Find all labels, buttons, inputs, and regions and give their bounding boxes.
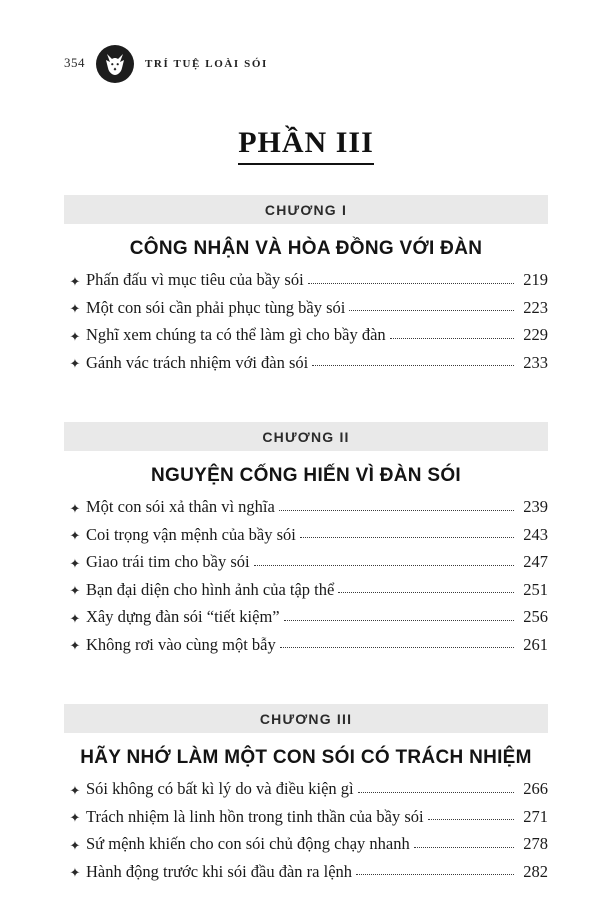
dot-leader (280, 646, 514, 648)
dot-leader (358, 791, 514, 793)
toc-entry[interactable] (64, 576, 548, 604)
toc-entry-title: Giao trái tim cho bầy sói (86, 552, 250, 571)
toc-entry[interactable] (64, 493, 548, 521)
chapter-band-2: CHƯƠNG II (64, 422, 548, 451)
dot-leader (414, 846, 514, 848)
part-title-text: PHẦN III (238, 126, 374, 165)
toc-entry-title: Gánh vác trách nhiệm với đàn sói (86, 352, 309, 372)
part-title (64, 126, 548, 165)
toc-entry-title: Hành động trước khi sói đầu đàn ra lệnh (86, 861, 353, 881)
bullet-icon: ✦ (69, 356, 81, 371)
dot-leader (428, 818, 514, 820)
bullet-icon: ✦ (69, 638, 81, 653)
bullet-icon: ✦ (69, 528, 81, 543)
dot-leader (300, 536, 514, 538)
dot-leader (356, 873, 514, 875)
toc-entry-title: Trách nhiệm là linh hồn trong tinh thần của bầy sói (86, 806, 424, 826)
chapter-heading-2: NGUYỆN CỐNG HIẾN VÌ ĐÀN SÓI (150, 465, 462, 486)
toc-entry-page: 247 (523, 552, 548, 571)
bullet-icon: ✦ (69, 555, 81, 571)
toc-entry-page: 223 (523, 297, 548, 317)
bullet-icon: ✦ (69, 583, 81, 598)
toc-entry-page: 266 (523, 779, 548, 798)
toc-entry-page: 233 (523, 352, 548, 372)
toc-entry-page: 282 (523, 861, 548, 881)
toc-entry-page: 239 (523, 497, 548, 516)
bullet-icon: ✦ (69, 328, 81, 344)
toc-list-2 (64, 493, 548, 658)
chapter-band-1: CHƯƠNG I (64, 195, 548, 224)
toc-entry[interactable] (64, 775, 548, 803)
toc-entry[interactable] (64, 521, 548, 549)
toc-entry-page: 256 (523, 607, 548, 626)
chapter-heading-1: CÔNG NHẬN VÀ HÒA ĐỒNG VỚI ĐÀN (129, 238, 483, 259)
running-header (64, 0, 548, 92)
dot-leader (349, 309, 514, 311)
chapter-block-1 (64, 195, 548, 376)
book-title: TRÍ TUỆ LOÀI SÓI (145, 57, 268, 70)
chapter-heading-3: HÃY NHỚ LÀM MỘT CON SÓI CÓ TRÁCH NHIỆM (80, 747, 532, 768)
toc-entry[interactable] (64, 349, 548, 377)
toc-entry-page: 271 (523, 806, 548, 826)
bullet-icon: ✦ (69, 865, 81, 880)
wolf-head-logo (95, 44, 135, 84)
toc-entry-title: Không rơi vào cùng một bẫy (86, 634, 276, 654)
toc-entry[interactable] (64, 294, 548, 322)
toc-entry-page: 243 (523, 524, 548, 544)
dot-leader (254, 564, 514, 566)
toc-entry[interactable] (64, 631, 548, 659)
chapter-block-2 (64, 422, 548, 658)
toc-list-1 (64, 266, 548, 376)
bullet-icon: ✦ (69, 610, 81, 626)
bullet-icon: ✦ (69, 500, 81, 516)
dot-leader (284, 619, 514, 621)
bullet-icon: ✦ (69, 301, 81, 316)
bullet-icon: ✦ (69, 782, 81, 798)
toc-entry-title: Bạn đại diện cho hình ảnh của tập thể (86, 579, 335, 599)
toc-entry-title: Một con sói cần phải phục tùng bầy sói (86, 297, 346, 317)
toc-entry-title: Coi trọng vận mệnh của bầy sói (86, 524, 296, 544)
toc-entry-title: Một con sói xả thân vì nghĩa (86, 497, 275, 516)
dot-leader (312, 364, 514, 366)
bullet-icon: ✦ (69, 273, 81, 289)
toc-list-3 (64, 775, 548, 885)
chapter-block-3 (64, 704, 548, 885)
bullet-icon: ✦ (69, 837, 81, 853)
dot-leader (390, 337, 514, 339)
dot-leader (279, 509, 514, 511)
toc-entry[interactable] (64, 548, 548, 576)
toc-entry-page: 278 (523, 834, 548, 853)
toc-entry-title: Nghĩ xem chúng ta có thể làm gì cho bầy đàn (86, 325, 386, 344)
toc-entry-page: 229 (523, 325, 548, 344)
bullet-icon: ✦ (69, 810, 81, 825)
toc-entry-title: Sói không có bất kì lý do và điều kiện gì (86, 779, 354, 798)
toc-entry[interactable] (64, 858, 548, 886)
chapter-band-3: CHƯƠNG III (64, 704, 548, 733)
toc-entry[interactable] (64, 830, 548, 858)
toc-entry-title: Phấn đấu vì mục tiêu của bầy sói (86, 270, 304, 289)
dot-leader (308, 282, 514, 284)
toc-entry[interactable] (64, 266, 548, 294)
toc-entry-page: 251 (523, 579, 548, 599)
toc-entry-title: Sứ mệnh khiến cho con sói chủ động chạy nhanh (86, 834, 410, 853)
toc-entry[interactable] (64, 321, 548, 349)
toc-entry[interactable] (64, 803, 548, 831)
toc-entry-page: 219 (523, 270, 548, 289)
toc-entry-title: Xây dựng đàn sói “tiết kiệm” (86, 607, 280, 626)
toc-entry-page: 261 (523, 634, 548, 654)
dot-leader (338, 591, 514, 593)
toc-entry[interactable] (64, 603, 548, 631)
page-folio: 354 (64, 55, 85, 70)
